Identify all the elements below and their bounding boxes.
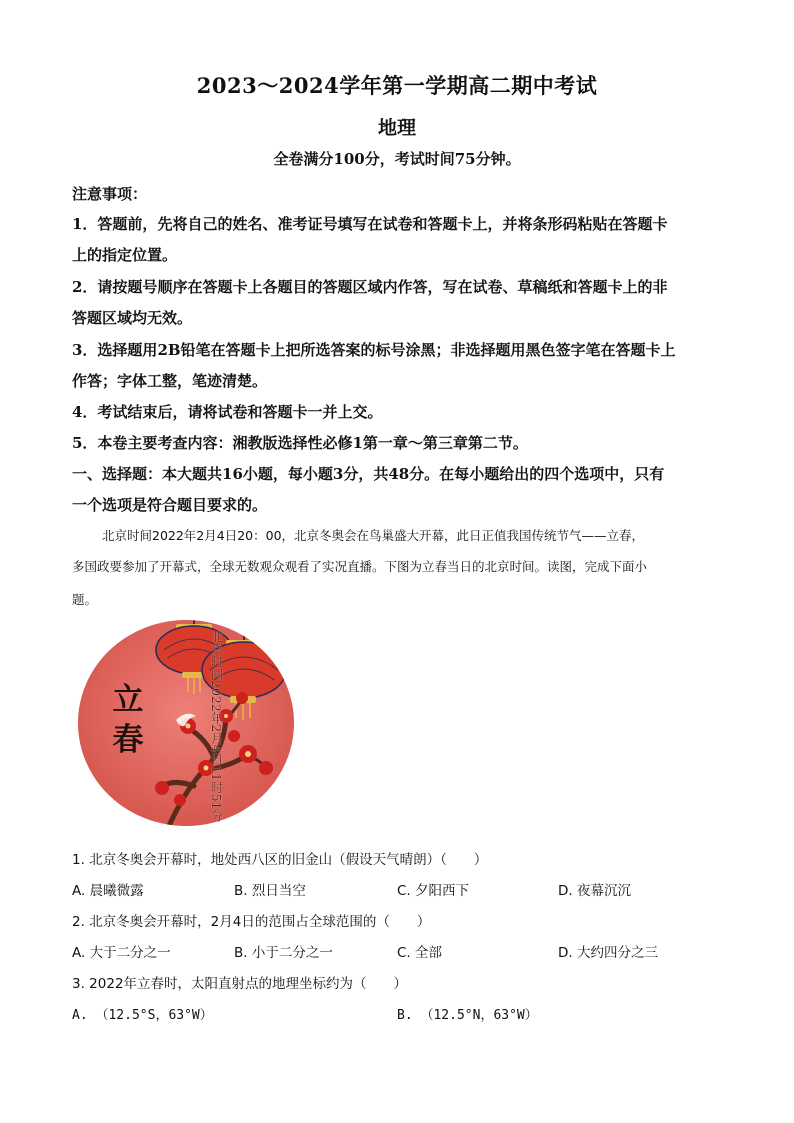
exam-info: 全卷满分100分，考试时间75分钟。 (273, 150, 521, 168)
notes-line: 4．考试结束后，请将试卷和答题卡一并上交。 (72, 403, 383, 421)
notes-line: 上的指定位置。 (72, 246, 178, 264)
notes-line: 3．选择题用2B铅笔在答题卡上把所选答案的标号涂黑；非选择题用黑色签字笔在答题卡上 (72, 341, 676, 359)
notes-line: 答题区域均无效。 (72, 309, 193, 327)
notes-heading: 注意事项： (72, 185, 148, 203)
question-stem: 1. 北京冬奥会开幕时，地处西八区的旧金山（假设天气晴朗）（ ） (72, 852, 488, 868)
notes-line: 5．本卷主要考查内容：湘教版选择性必修1第一章～第三章第二节。 (72, 434, 528, 452)
question-option: D. 夜幕沉沉 (558, 883, 631, 899)
question-option: A. 大于二分之一 (72, 945, 171, 961)
lichun-title: 立春 (112, 682, 144, 758)
intro-line: 多国政要参加了开幕式，全球无数观众观看了实况直播。下图为立春当日的北京时间。读图，完成下面小 (72, 559, 648, 574)
question-option: B. 小于二分之一 (234, 945, 333, 961)
question-option: C. 全部 (397, 945, 443, 961)
exam-title: 2023～2024学年第一学期高二期中考试 (196, 73, 598, 98)
figure-time-vertical: 北京时间2022年2月4日11时51分 (209, 630, 224, 823)
question-option: B. （12.5°N，63°W） (397, 1008, 538, 1023)
section-heading: 一、选择题：本大题共16小题，每小题3分，共48分。在每小题给出的四个选项中，只有 (72, 465, 665, 483)
question-option: A. （12.5°S，63°W） (72, 1008, 213, 1023)
question-option: D. 大约四分之三 (558, 945, 658, 961)
question-option: B. 烈日当空 (234, 883, 306, 899)
question-stem: 2. 北京冬奥会开幕时，2月4日的范围占全球范围的（ ） (72, 914, 431, 930)
question-option: C. 夕阳西下 (397, 883, 470, 899)
notes-line: 2．请按题号顺序在答题卡上各题目的答题区域内作答，写在试卷、草稿纸和答题卡上的非 (72, 278, 668, 296)
intro-line: 北京时间2022年2月4日20：00，北京冬奥会在鸟巢盛大开幕，此日正值我国传统节气——立春， (102, 528, 645, 543)
question-stem: 3. 2022年立春时，太阳直射点的地理坐标约为（ ） (72, 976, 408, 992)
section-heading: 一个选项是符合题目要求的。 (72, 496, 268, 514)
question-option: A. 晨曦微露 (72, 883, 144, 899)
notes-line: 作答；字体工整，笔迹清楚。 (72, 372, 268, 390)
exam-subject: 地理 (377, 117, 416, 139)
intro-line: 题。 (72, 592, 98, 607)
notes-line: 1．答题前，先将自己的姓名、准考证号填写在试卷和答题卡上，并将条形码粘贴在答题卡 (72, 215, 668, 233)
